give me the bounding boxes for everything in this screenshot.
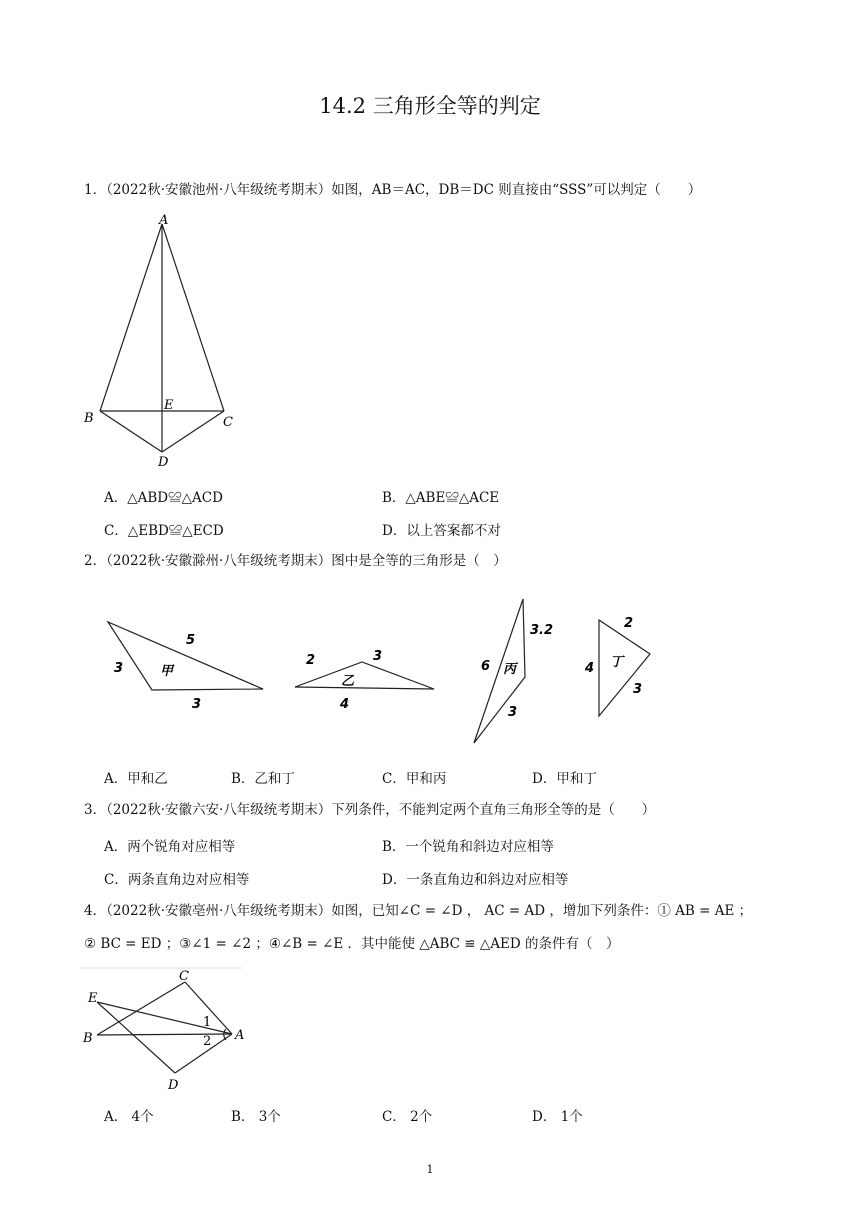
label-a: A (159, 213, 169, 228)
triangle-yi-label: 乙 (341, 674, 355, 689)
segment-bc (97, 982, 185, 1035)
question-3-stem: 3．（2022秋·安徽六安·八年级统考期末）下列条件，不能判定两个直角三角形全等的是（ ） (84, 802, 656, 818)
label-a: A (235, 1028, 245, 1043)
question-2-figure (100, 592, 680, 752)
segment-bd (100, 411, 162, 452)
label-d: D (168, 1078, 179, 1093)
segment-ba (97, 1034, 232, 1035)
triangle-bing-side: 6 (481, 659, 491, 674)
triangle-bing-label: 丙 (503, 662, 517, 677)
label-e: E (88, 991, 98, 1006)
triangle-jia-side: 3 (192, 697, 202, 712)
q2-option-c[interactable]: C．甲和丙 (382, 771, 447, 787)
segment-ab (100, 224, 162, 411)
label-b: B (83, 1031, 93, 1046)
segment-ed (97, 1002, 175, 1073)
triangle-ding-side: 4 (585, 661, 595, 676)
triangle-ding-label: 丁 (610, 655, 624, 670)
triangle-yi-side: 4 (340, 697, 350, 712)
question-4-stem-line-1: 4．（2022秋·安徽亳州·八年级统考期末）如图，已知∠C = ∠D ， AC = AD ，增加下列条件：① AB = AE ； (84, 903, 753, 919)
label-e: E (164, 398, 174, 413)
question-1-stem: 1．（2022秋·安徽池州·八年级统考期末）如图，AB＝AC，DB＝DC 则直接由“SSS”可以判定（ ） (84, 182, 702, 198)
triangle-jia-side: 5 (186, 633, 196, 648)
page-title: 14.2 三角形全等的判定 (319, 94, 541, 118)
question-1-figure (78, 212, 248, 472)
label-c: C (223, 415, 233, 430)
segment-ac (162, 224, 224, 411)
question-4-stem-line-2: ② BC = ED ；③∠1 = ∠2 ；④∠B = ∠E ．其中能使 △ABC ≌ △AED 的条件有（ ） (84, 936, 620, 952)
triangle-yi-side: 2 (306, 653, 316, 668)
label-d: D (158, 455, 169, 470)
q3-option-b[interactable]: B．一个锐角和斜边对应相等 (382, 839, 554, 855)
label-c: C (179, 969, 189, 984)
triangle-jia-side: 3 (114, 661, 124, 676)
label-b: B (84, 411, 94, 426)
triangle-ding-side: 2 (624, 616, 634, 631)
angle-label-2: 2 (203, 1034, 212, 1049)
triangle-ding (599, 620, 650, 716)
q1-option-b[interactable]: B．△ABE≌△ACE (382, 490, 500, 506)
q1-option-d[interactable]: D．以上答案都不对 (382, 523, 501, 539)
page-number: 1 (426, 1163, 434, 1176)
q2-option-b[interactable]: B．乙和丁 (231, 771, 295, 787)
triangle-ding-side: 3 (633, 682, 643, 697)
q3-option-a[interactable]: A．两个锐角对应相等 (104, 839, 236, 855)
triangle-yi-side: 3 (373, 649, 383, 664)
q4-option-a[interactable]: A． 4个 (104, 1109, 154, 1125)
q4-option-d[interactable]: D． 1个 (532, 1109, 583, 1125)
segment-cd (162, 411, 224, 452)
q4-option-b[interactable]: B． 3个 (231, 1109, 281, 1125)
triangle-yi (295, 662, 434, 689)
q4-option-c[interactable]: C． 2个 (382, 1109, 433, 1125)
triangle-bing-side: 3.2 (530, 623, 554, 638)
q1-option-a[interactable]: A．△ABD≌△ACD (104, 490, 223, 506)
question-4-figure (80, 965, 250, 1095)
q2-option-a[interactable]: A．甲和乙 (104, 771, 168, 787)
q1-option-c[interactable]: C．△EBD≌△ECD (104, 523, 224, 539)
q3-option-d[interactable]: D．一条直角边和斜边对应相等 (382, 872, 569, 888)
angle-label-1: 1 (203, 1015, 212, 1030)
q2-option-d[interactable]: D．甲和丁 (532, 771, 597, 787)
question-2-stem: 2．（2022秋·安徽滁州·八年级统考期末）图中是全等的三角形是（ ） (84, 553, 507, 569)
segment-ea (97, 1002, 232, 1034)
triangle-bing-side: 3 (508, 705, 518, 720)
triangle-jia-label: 甲 (160, 664, 174, 679)
q3-option-c[interactable]: C．两条直角边对应相等 (104, 872, 250, 888)
